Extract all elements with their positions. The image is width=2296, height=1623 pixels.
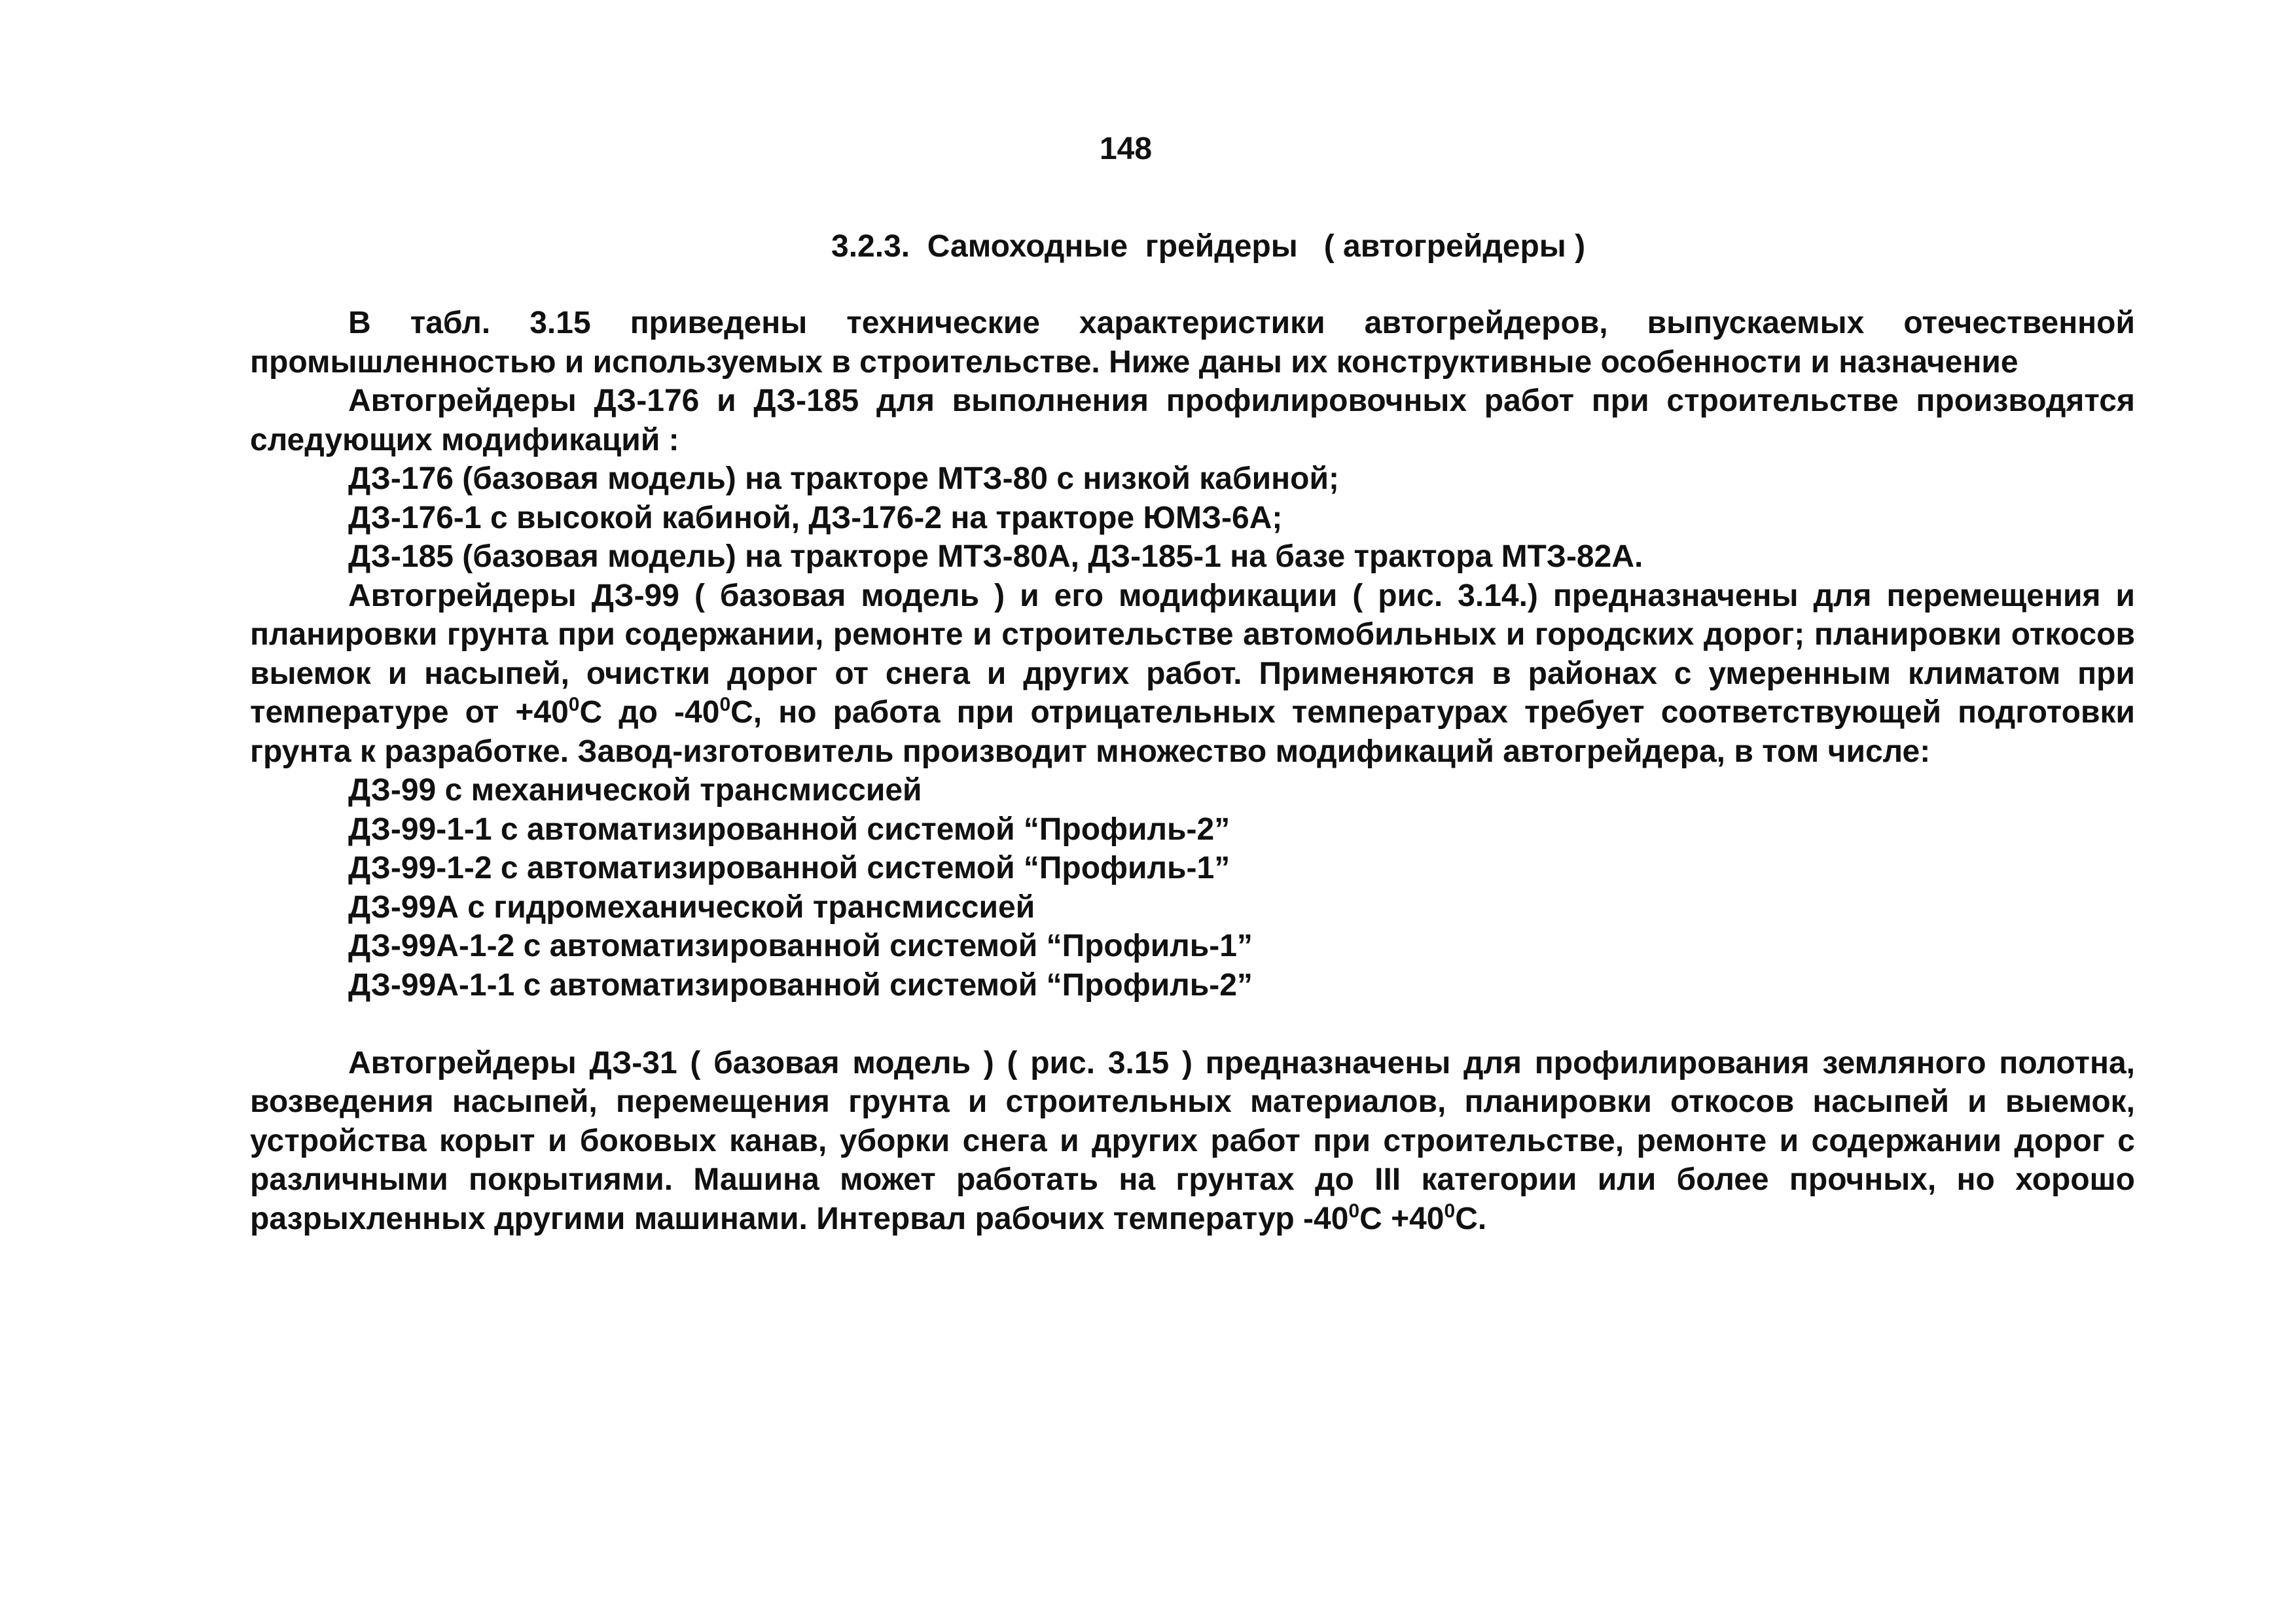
dz99-text-start: Автогрейдеры ДЗ-99 ( базовая модель ) и его модификации ( рис. 3.14.) предназначены для перемещения и планировки грунта при содержании, ремонте и строительстве автомобильных и городских дорог; планировки откосов выемок и насыпей, очистки дорог от снега и других работ. Применяются в районах с умеренным климатом при температуре от +40	[250, 578, 2135, 730]
intro-paragraph: В табл. 3.15 приведены технические характеристики автогрейдеров, выпускаемых отечественной промышленностью и используемых в строительстве. Ниже даны их конструктивные особенности и назначение	[250, 306, 2135, 380]
list-item: ДЗ-99 с механической трансмиссией	[348, 773, 922, 808]
degree-superscript: 0	[568, 694, 580, 715]
list-item: ДЗ-99А с гидромеханической трансмиссией	[348, 889, 1035, 925]
list-item: ДЗ-99-1-1 с автоматизированной системой “Профиль-2”	[348, 812, 1230, 847]
page-number: 148	[1099, 132, 1153, 166]
list-item: ДЗ-99А-1-1 с автоматизированной системой “Профиль-2”	[348, 967, 1253, 1003]
dz176-modifications-list	[250, 459, 2135, 577]
blank-line	[250, 1005, 2135, 1044]
dz99-text-mid: С до -40	[579, 695, 720, 730]
dz31-text-start: Автогрейдеры ДЗ-31 ( базовая модель ) ( рис. 3.15 ) предназначены для профилирования земляного полотна, возведения насыпей, перемещения грунта и строительных материалов, планировки откосов насыпей и выемок, устройства корыт и боковых канав, уборки снега и других работ при строительстве, ремонте и содержании дорог с различными покрытиями. Машина может работать на грунтах до III категории или более прочных, но хорошо разрыхленных другими машинами. Интервал рабочих температур -40	[250, 1045, 2135, 1236]
list-item: ДЗ-185 (базовая модель) на тракторе МТЗ-80А, ДЗ-185-1 на базе трактора МТЗ-82А.	[348, 539, 1643, 574]
dz99-text-end: С, но работа при отрицательных температурах требует соответствующей подготовки грунта к разработке. Завод-изготовитель производит множество модификаций автогрейдера, в том числе:	[250, 695, 2135, 769]
list-item: ДЗ-99А-1-2 с автоматизированной системой “Профиль-1”	[348, 929, 1253, 963]
dz99-paragraph	[250, 577, 2135, 772]
list-item: ДЗ-176 (базовая модель) на тракторе МТЗ-80 с низкой кабиной;	[348, 461, 1339, 496]
dz31-paragraph	[250, 1044, 2135, 1239]
list-item: ДЗ-99-1-2 с автоматизированной системой “Профиль-1”	[348, 851, 1230, 885]
list-item: ДЗ-176-1 с высокой кабиной, ДЗ-176-2 на тракторе ЮМЗ-6А;	[348, 500, 1283, 535]
dz99-modifications-list	[250, 771, 2135, 1005]
degree-superscript: 0	[719, 694, 731, 715]
dz31-text-end: С.	[1455, 1201, 1487, 1236]
document-body	[250, 304, 2135, 1238]
dz176-dz185-paragraph: Автогрейдеры ДЗ-176 и ДЗ-185 для выполнения профилировочных работ при строительстве производятся следующих модификаций :	[250, 383, 2135, 457]
degree-superscript: 0	[1444, 1200, 1456, 1222]
degree-superscript: 0	[1348, 1200, 1360, 1222]
section-title: 3.2.3. Самоходные грейдеры ( автогрейдеры )	[831, 229, 1586, 264]
dz31-text-mid: С +40	[1359, 1201, 1444, 1236]
